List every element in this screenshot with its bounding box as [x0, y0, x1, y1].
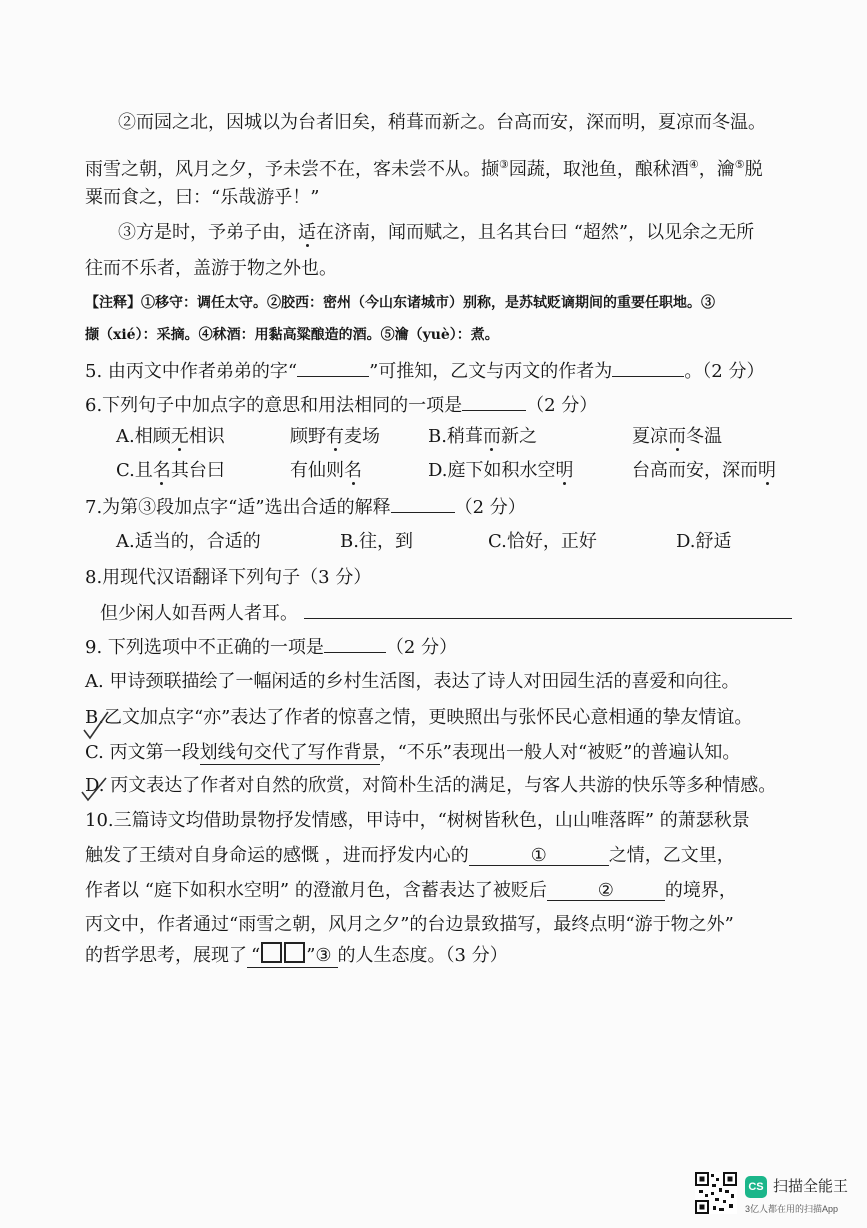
- option-6b: B.稍葺而新之: [428, 426, 537, 447]
- option-6c-compare: 有仙则名: [290, 460, 362, 481]
- question-8-stem: 8.用现代汉语翻译下列句子（3 分）: [85, 567, 372, 588]
- question-10-line2: 触发了王绩对自身命运的感慨 ，进而抒发内心的 ① 之情，乙文里，: [85, 845, 735, 866]
- answer-box[interactable]: [284, 942, 305, 963]
- question-10-line5: 的哲学思考，展现了 “ ”③ 的人生态度。（3 分）: [85, 942, 508, 969]
- option-9a: A. 甲诗颈联描绘了一幅闲适的乡村生活图，表达了诗人对田园生活的喜爱和向往。: [85, 671, 740, 692]
- question-5: 5. 由丙文中作者弟弟的字“ ”可推知，乙文与丙文的作者为 。（2 分）: [85, 358, 765, 385]
- question-7-stem: 7.为第③段加点字“适”选出合适的解释 （2 分）: [85, 494, 526, 521]
- option-9b: B.乙文加点字“亦”表达了作者的惊喜之情，更映照出与张怀民心意相通的挚友情谊。: [85, 707, 753, 728]
- p2-line2: 雨雪之朝，风月之夕，予未尝不在，客未尝不从。撷③园蔬，取池鱼，酿秫酒④，瀹⑤脱: [85, 158, 763, 180]
- option-7a: A.适当的，合适的: [116, 531, 261, 552]
- answer-line[interactable]: [304, 600, 792, 619]
- option-6a: A.相顾无相识: [116, 426, 225, 447]
- answer-blank[interactable]: ①: [469, 847, 609, 866]
- question-10-line1: 10.三篇诗文均借助景物抒发情感，甲诗中，“树树皆秋色，山山唯落晖” 的萧瑟秋景: [85, 810, 750, 831]
- answer-box[interactable]: [261, 942, 282, 963]
- answer-blank[interactable]: [612, 358, 684, 377]
- question-10-line4: 丙文中，作者通过“雨雪之朝，风月之夕”的台边景致描写，最终点明“游于物之外”: [85, 914, 734, 935]
- option-7b: B.往，到: [340, 531, 413, 552]
- notes-line2: 撷（xié）：采摘。④秫酒：用黏高粱酿造的酒。⑤瀹（yuè）：煮。: [85, 327, 499, 343]
- scanner-watermark: [695, 1172, 865, 1222]
- answer-blank[interactable]: ②: [547, 882, 665, 901]
- answer-blank[interactable]: [297, 358, 369, 377]
- p2-line3: 粟而食之，曰：“乐哉游乎！”: [85, 187, 320, 208]
- camscanner-logo: CS: [745, 1176, 767, 1198]
- app-tagline: 3亿人都在用的扫描App: [745, 1204, 839, 1214]
- option-6d-compare: 台高而安，深而明: [632, 460, 776, 481]
- option-9c: C. 丙文第一段划线句交代了写作背景，“不乐”表现出一般人对“被贬”的普遍认知。: [85, 742, 741, 763]
- qr-code-icon: [695, 1172, 737, 1214]
- p2-line1: ②而园之北，因城以为台者旧矣，稍葺而新之。台高而安，深而明，夏凉而冬温。: [118, 112, 766, 133]
- handwritten-check-marks: [78, 700, 114, 810]
- dotted-char: 适: [298, 222, 316, 243]
- answer-blank[interactable]: “ ”③: [247, 945, 338, 968]
- option-9d: D. 丙文表达了作者对自然的欣赏，对简朴生活的满足，与客人共游的快乐等多种情感。: [85, 775, 777, 796]
- app-name: 扫描全能王: [773, 1178, 849, 1195]
- question-6-stem: 6.下列句子中加点字的意思和用法相同的一项是 （2 分）: [85, 392, 597, 419]
- option-6c: C.且名其台曰: [116, 460, 225, 481]
- option-6d: D.庭下如积水空明: [428, 460, 574, 481]
- answer-blank[interactable]: [391, 494, 455, 513]
- question-9-stem: 9. 下列选项中不正确的一项是 （2 分）: [85, 634, 457, 661]
- option-7d: D.舒适: [676, 531, 732, 552]
- option-7c: C.恰好，正好: [488, 531, 597, 552]
- question-8-sentence: 但少闲人如吾两人者耳。: [100, 600, 792, 627]
- p3-line2: 往而不乐者，盖游于物之外也。: [85, 258, 337, 279]
- underlined-phrase: 划线句交代了写作背景: [199, 742, 380, 763]
- answer-blank[interactable]: [324, 634, 386, 653]
- p3-line1: ③方是时，予弟子由，适在济南，闻而赋之，且名其台曰 “超然”，以见余之无所: [118, 222, 755, 243]
- notes-line1: 【注释】①移守：调任太守。②胶西：密州（今山东诸城市）别称，是苏轼贬谪期间的重要任职地。③: [85, 295, 715, 311]
- answer-blank[interactable]: [462, 392, 526, 411]
- question-10-line3: 作者以 “庭下如积水空明” 的澄澈月色，含蓄表达了被贬后 ② 的境界，: [85, 880, 737, 901]
- option-6a-compare: 顾野有麦场: [290, 426, 380, 447]
- option-6b-compare: 夏凉而冬温: [632, 426, 722, 447]
